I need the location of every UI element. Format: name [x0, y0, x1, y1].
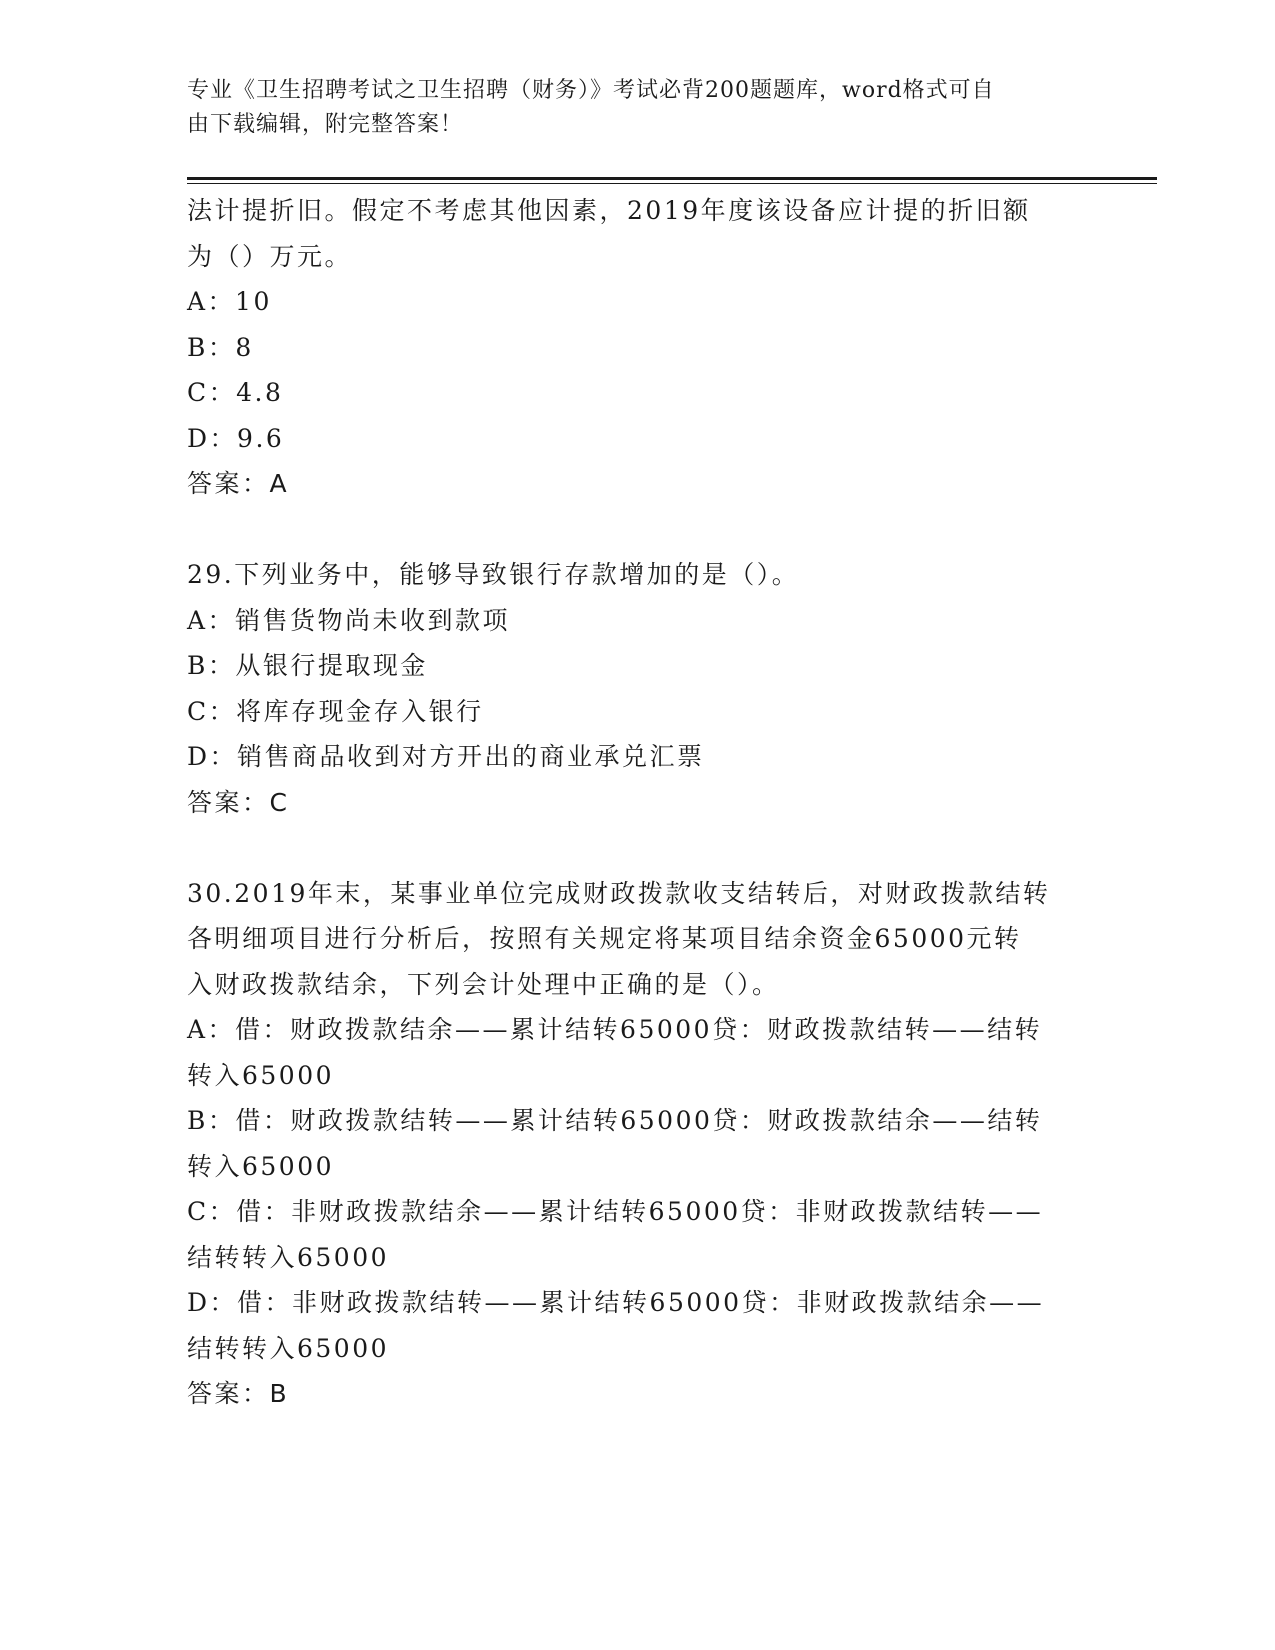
document-body [187, 188, 1087, 1417]
option-d: D：借：非财政拨款结转——累计结转65000贷：非财政拨款结余—— [187, 1288, 1045, 1317]
option-d: D：9.6 [187, 423, 285, 453]
option-a-continued: 转入65000 [187, 1060, 335, 1090]
answer-line: 答案：C [187, 787, 290, 817]
option-c: C：将库存现金存入银行 [187, 696, 484, 726]
question-stem-line: 30.2019年末，某事业单位完成财政拨款收支结转后，对财政拨款结转 [187, 878, 1051, 908]
header-rule-thick [187, 177, 1157, 180]
header-line-1: 专业《卫生招聘考试之卫生招聘（财务）》考试必背200题题库，word格式可自 [187, 78, 995, 103]
question-stem-line: 法计提折旧。假定不考虑其他因素，2019年度该设备应计提的折旧额 [187, 196, 1031, 225]
option-c-continued: 结转转入65000 [187, 1242, 390, 1272]
option-b: B：8 [187, 332, 254, 362]
option-a: A：销售货物尚未收到款项 [187, 605, 511, 635]
option-a: A：借：财政拨款结余——累计结转65000贷：财政拨款结转——结转 [187, 1015, 1043, 1044]
option-a: A：10 [187, 287, 272, 316]
question-stem-line: 各明细项目进行分析后，按照有关规定将某项目结余资金65000元转 [187, 924, 1022, 953]
option-b-continued: 转入65000 [187, 1151, 335, 1181]
option-d: D：销售商品收到对方开出的商业承兑汇票 [187, 742, 705, 771]
header-line-2: 由下载编辑，附完整答案！ [187, 112, 464, 137]
option-d-continued: 结转转入65000 [187, 1333, 390, 1363]
answer-line: 答案：A [187, 469, 290, 498]
option-b: B：借：财政拨款结转——累计结转65000贷：财政拨款结余——结转 [187, 1106, 1043, 1135]
question-spacer [187, 507, 1087, 553]
page-header [187, 74, 1067, 142]
header-rule-thin [187, 183, 1157, 184]
option-c: C：借：非财政拨款结余——累计结转65000贷：非财政拨款结转—— [187, 1197, 1044, 1226]
question-30 [187, 871, 1087, 1417]
question-spacer [187, 825, 1087, 871]
question-stem-line: 入财政拨款结余，下列会计处理中正确的是（）。 [187, 969, 780, 999]
question-29 [187, 552, 1087, 825]
option-b: B：从银行提取现金 [187, 651, 428, 680]
answer-line: 答案：B [187, 1379, 290, 1408]
question-28 [187, 188, 1087, 507]
question-stem-line: 为（）万元。 [187, 241, 353, 271]
question-stem-line: 29.下列业务中，能够导致银行存款增加的是（）。 [187, 560, 800, 589]
option-c: C：4.8 [187, 378, 284, 407]
